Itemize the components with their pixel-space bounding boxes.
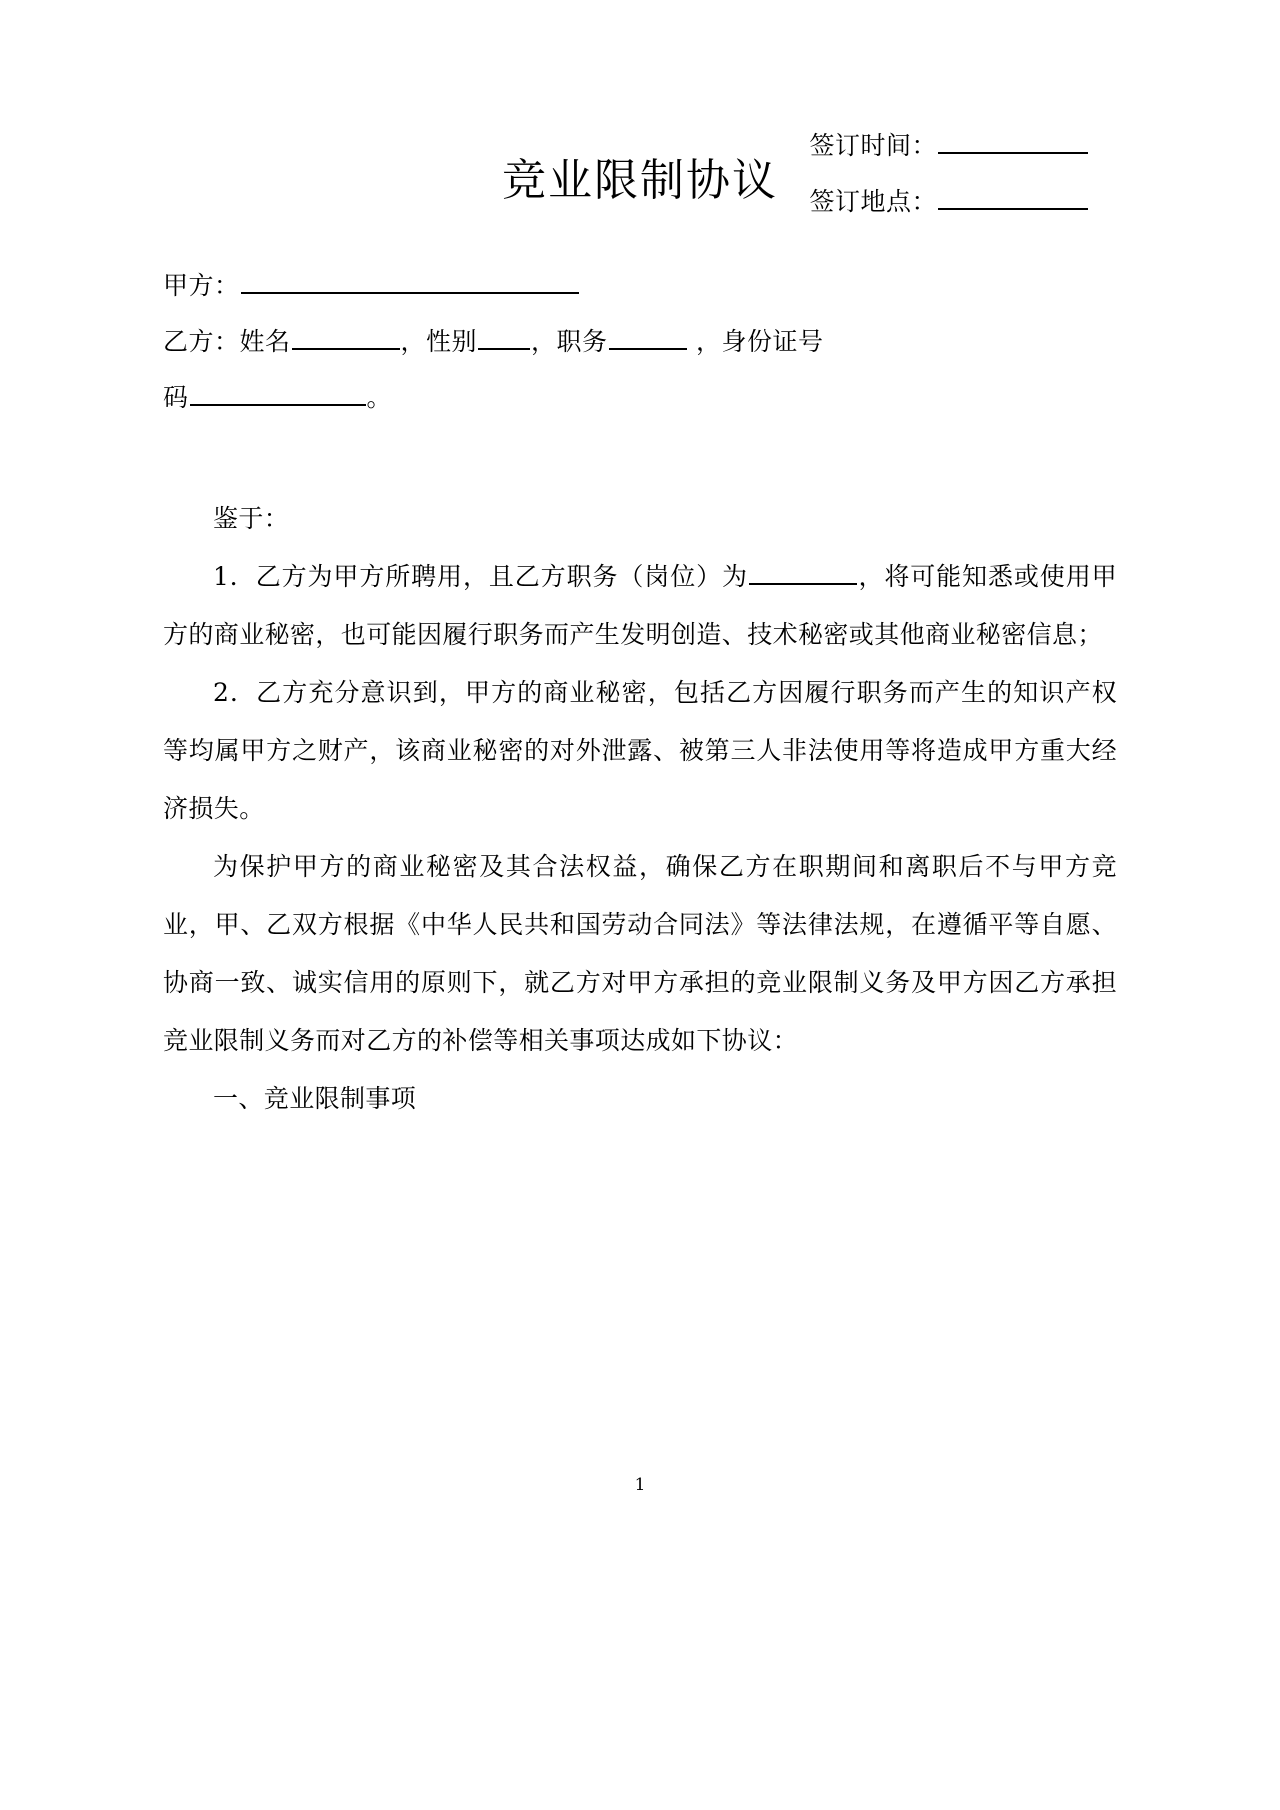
party-b-id-continuation-label: 码: [163, 383, 189, 412]
party-b-position-label: ，职务: [531, 327, 608, 356]
recital-item-1-suffix: ，将可能知悉或使用甲方的商业秘密，也可能因履行职务而产生发明创造、技术秘密或其他商业秘密信息；: [163, 562, 1117, 649]
recital-item-2: 2．乙方充分意识到，甲方的商业秘密，包括乙方因履行职务而产生的知识产权等均属甲方之财产，该商业秘密的对外泄露、被第三人非法使用等将造成甲方重大经济损失。: [163, 678, 1117, 823]
party-b-name-label: 乙方：姓名: [163, 327, 291, 356]
parties-block: [163, 258, 1117, 426]
party-a-label: 甲方：: [163, 271, 240, 300]
party-b-gender-label: ，性别: [400, 327, 478, 356]
body-block: [163, 490, 1117, 1128]
sign-time-line: [163, 118, 1089, 174]
recital-item-3: 为保护甲方的商业秘密及其合法权益，确保乙方在职期间和离职后不与甲方竞业，甲、乙双方根据《中华人民共和国劳动合同法》等法律法规，在遵循平等自愿、协商一致、诚实信用的原则下，就乙方对甲方承担的竞业限制义务及甲方因乙方承担竞业限制义务而对乙方的补偿等相关事项达成如下协议：: [163, 852, 1117, 1055]
whereas-label: 鉴于：: [213, 504, 290, 533]
recital-item-1-position-blank[interactable]: [749, 557, 857, 585]
party-b-gender-blank[interactable]: [478, 322, 530, 350]
page-number: 1: [634, 1475, 646, 1495]
party-b-id-label: ，身份证号: [696, 327, 824, 356]
party-b-id-blank[interactable]: [190, 378, 366, 406]
party-b-name-blank[interactable]: [292, 322, 400, 350]
party-a-name-blank[interactable]: [241, 266, 579, 294]
page-title: 竞业限制协议: [502, 155, 778, 206]
document-content: [163, 0, 1117, 1128]
party-b-position-blank[interactable]: [609, 322, 687, 350]
sign-time-label: 签订时间：: [809, 131, 937, 160]
party-b-id-continuation-line: [163, 370, 1117, 426]
sign-place-blank[interactable]: [938, 182, 1088, 210]
party-b-end-punct: 。: [366, 383, 393, 412]
recital-item-1: [163, 548, 1117, 664]
section-heading-1: 一、竞业限制事项: [213, 1084, 417, 1113]
signing-meta-block: [163, 118, 1117, 230]
party-a-line: [163, 258, 1117, 314]
sign-place-label: 签订地点：: [809, 187, 937, 216]
sign-place-line: [163, 174, 1089, 230]
recital-item-1-prefix: 1．乙方为甲方所聘用，且乙方职务（岗位）为: [213, 562, 748, 591]
party-b-line: [163, 314, 1117, 370]
sign-time-blank[interactable]: [938, 126, 1088, 154]
